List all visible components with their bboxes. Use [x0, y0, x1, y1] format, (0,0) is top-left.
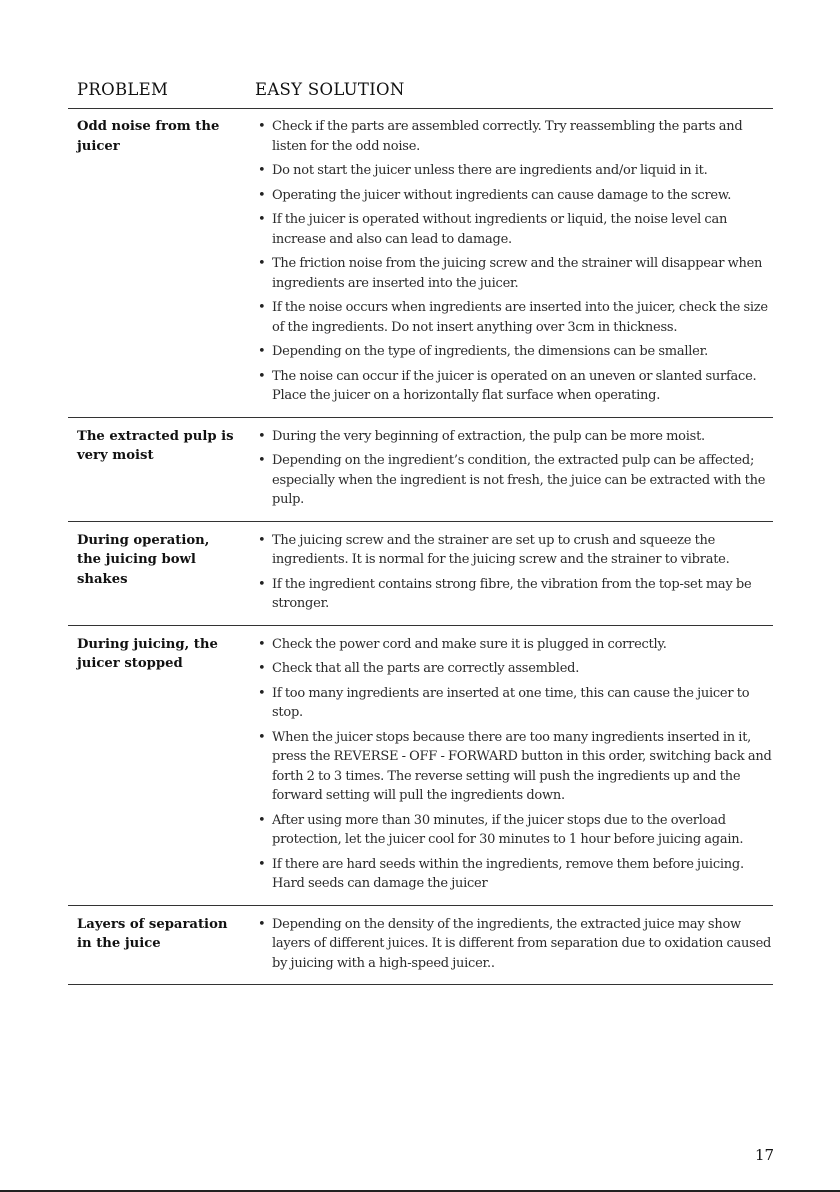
- problem-cell: During operation, the juicing bowl shakes: [77, 532, 210, 587]
- solution-item: • If too many ingredients are inserted at one time, this can cause the juicer to stop.: [258, 684, 773, 723]
- solution-item: • Depending on the density of the ingredients, the extracted juice may show layers of different juices. It is different from separation due to oxidation caused by juicing with a high-speed juicer..: [258, 915, 773, 974]
- solution-item: • After using more than 30 minutes, if the juicer stops due to the overload protection, let the juicer cool for 30 minutes to 1 hour before juicing again.: [258, 811, 773, 850]
- table-row: [68, 108, 773, 418]
- problem-cell: The extracted pulp is very moist: [77, 428, 234, 463]
- solution-item: • Depending on the ingredient’s condition, the extracted pulp can be affected; especially when the ingredient is not fresh, the juice can be extracted with the pulp.: [258, 451, 773, 510]
- solution-list: [68, 117, 773, 406]
- solution-item: • If the noise occurs when ingredients are inserted into the juicer, check the size of the ingredients. Do not insert anything over 3cm in thickness.: [258, 298, 773, 337]
- solution-item: • The juicing screw and the strainer are set up to crush and squeeze the ingredients. It is normal for the juicing screw and the strainer to vibrate.: [258, 531, 773, 570]
- problem-cell: During juicing, the juicer stopped: [77, 636, 218, 671]
- problem-column-header: PROBLEM: [77, 80, 169, 99]
- table-header: [68, 80, 773, 109]
- troubleshooting-table: [68, 108, 773, 985]
- page-number: 17: [755, 1146, 775, 1164]
- solution-column-header: EASY SOLUTION: [255, 80, 405, 99]
- table-row: [68, 522, 773, 626]
- problem-cell: Odd noise from the juicer: [77, 119, 220, 154]
- solution-item: • Operating the juicer without ingredients can cause damage to the screw.: [258, 186, 773, 206]
- table-row: [68, 418, 773, 522]
- solution-item: • Check that all the parts are correctly assembled.: [258, 659, 773, 679]
- solution-item: • During the very beginning of extraction, the pulp can be more moist.: [258, 427, 773, 447]
- solution-item: • If the ingredient contains strong fibre, the vibration from the top-set may be stronger.: [258, 575, 773, 614]
- table-row: [68, 906, 773, 986]
- solution-item: • Check the power cord and make sure it is plugged in correctly.: [258, 635, 773, 655]
- solution-item: • If there are hard seeds within the ingredients, remove them before juicing. Hard seeds can damage the juicer: [258, 855, 773, 894]
- solution-item: • The friction noise from the juicing screw and the strainer will disappear when ingredients are inserted into the juicer.: [258, 254, 773, 293]
- solution-item: • When the juicer stops because there are too many ingredients inserted in it, press the REVERSE - OFF - FORWARD button in this order, switching back and forth 2 to 3 times. The reverse setting will push the ingredients up and the forward setting will pull the ingredients down.: [258, 728, 773, 806]
- solution-item: • The noise can occur if the juicer is operated on an uneven or slanted surface. Place the juicer on a horizontally flat surface when operating.: [258, 367, 773, 406]
- solution-item: • Do not start the juicer unless there are ingredients and/or liquid in it.: [258, 161, 773, 181]
- solution-item: • If the juicer is operated without ingredients or liquid, the noise level can increase and also can lead to damage.: [258, 210, 773, 249]
- solution-item: • Check if the parts are assembled correctly. Try reassembling the parts and listen for the odd noise.: [258, 117, 773, 156]
- table-row: [68, 626, 773, 906]
- solution-item: • Depending on the type of ingredients, the dimensions can be smaller.: [258, 342, 773, 362]
- problem-cell: Layers of separation in the juice: [77, 916, 228, 951]
